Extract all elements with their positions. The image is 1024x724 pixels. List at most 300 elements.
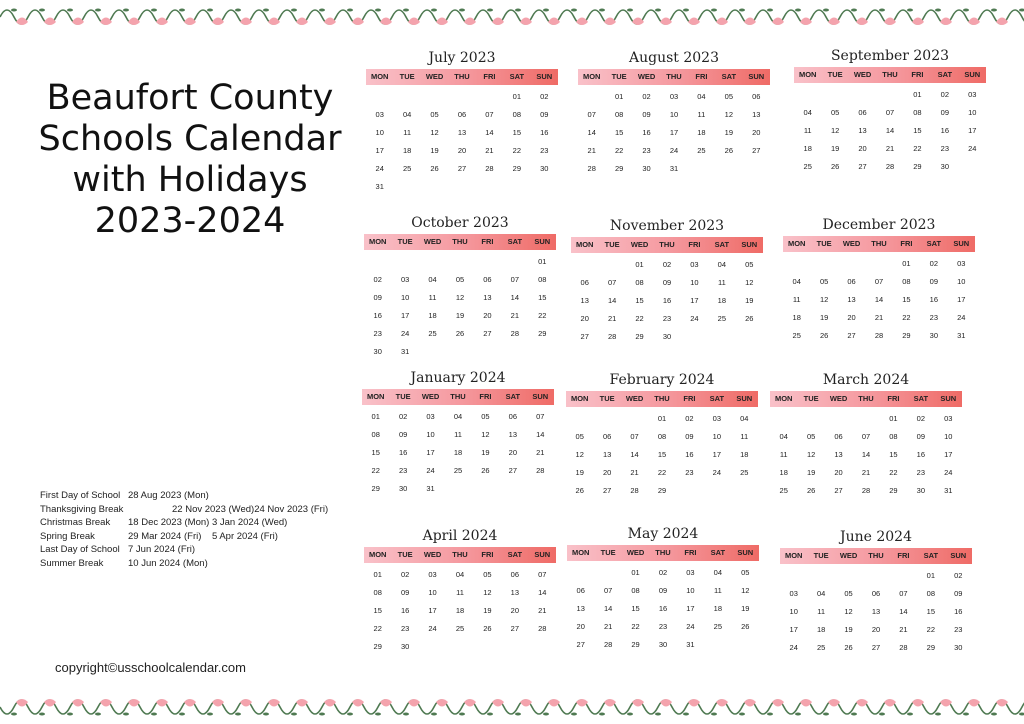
weekday-label: THU (882, 70, 898, 79)
empty-cell (364, 253, 391, 271)
leaf-icon (95, 713, 101, 716)
leaf-icon (431, 9, 437, 12)
day-cell: 31 (375, 182, 384, 191)
day-cell: 26 (741, 622, 750, 631)
flower-icon (324, 18, 336, 26)
holiday-date: 10 Jun 2024 (Mon) (128, 557, 208, 569)
day-cell: 17 (426, 448, 435, 457)
day-cell: 21 (885, 144, 895, 153)
empty-cell (594, 564, 621, 582)
day-cell: 17 (428, 606, 437, 615)
day-cell: 18 (717, 296, 727, 305)
flower-icon (268, 18, 280, 26)
weekday-label: TUE (395, 392, 411, 401)
flower-icon (744, 18, 756, 26)
day-cell: 05 (455, 275, 465, 284)
empty-cell (890, 567, 917, 585)
weekday-label: SUN (964, 70, 981, 79)
day-cell: 03 (957, 259, 966, 268)
vine-line (0, 700, 1024, 714)
day-cell: 16 (916, 450, 926, 459)
day-cell: 07 (485, 110, 494, 119)
flower-icon (968, 18, 980, 26)
day-cell: 19 (483, 606, 492, 615)
leaf-icon (879, 9, 885, 12)
month-title: July 2023 (428, 50, 496, 66)
weekday-label: SUN (950, 551, 967, 560)
weekday-label: MON (575, 240, 594, 249)
day-cell: 21 (603, 622, 613, 631)
day-cell: 23 (373, 329, 382, 338)
day-cell: 04 (402, 110, 412, 119)
empty-cell (571, 256, 598, 274)
day-cell: 22 (657, 468, 667, 477)
weekday-label: SAT (721, 72, 737, 81)
day-cell: 07 (536, 412, 545, 421)
day-cell: 20 (871, 625, 881, 634)
holiday-label: Thanksgiving Break (40, 503, 124, 515)
day-cell: 16 (373, 311, 382, 320)
copyright-text: copyright©usschoolcalendar.com (55, 660, 246, 675)
day-cell: 10 (400, 293, 410, 302)
day-cell: 03 (712, 414, 722, 423)
day-cell: 24 (400, 329, 410, 338)
day-cell: 02 (685, 414, 694, 423)
day-cell: 08 (913, 108, 922, 117)
empty-cell (421, 88, 448, 106)
day-cell: 20 (834, 468, 843, 477)
day-cell: 07 (899, 589, 908, 598)
day-cell: 10 (968, 108, 977, 117)
day-cell: 03 (690, 260, 699, 269)
day-cell: 05 (819, 277, 829, 286)
leaf-icon (431, 713, 437, 716)
day-cell: 24 (957, 313, 966, 322)
flower-icon (184, 18, 196, 26)
flower-icon (576, 18, 588, 26)
day-cell: 08 (902, 277, 911, 286)
day-cell: 16 (954, 607, 963, 616)
day-cell: 25 (779, 486, 788, 495)
day-grid (794, 86, 986, 176)
flower-icon (884, 18, 896, 26)
vine-line (0, 10, 1024, 24)
day-cell: 13 (871, 607, 881, 616)
weekday-label: FRI (479, 392, 492, 401)
day-grid (566, 410, 758, 500)
day-cell: 29 (631, 640, 640, 649)
day-cell: 15 (902, 295, 911, 304)
leaf-icon (95, 9, 101, 12)
day-cell: 18 (402, 146, 412, 155)
day-cell: 31 (686, 640, 695, 649)
holiday-label: Last Day of School (40, 544, 120, 556)
day-cell: 22 (889, 468, 898, 477)
day-cell: 01 (371, 412, 380, 421)
flower-icon (800, 18, 812, 26)
day-cell: 26 (830, 162, 840, 171)
day-cell: 02 (662, 260, 672, 269)
leaf-icon (795, 713, 801, 716)
day-cell: 29 (926, 643, 936, 652)
day-cell: 22 (373, 624, 382, 633)
flower-icon (128, 699, 140, 707)
leaf-icon (935, 713, 941, 716)
day-grid (780, 567, 972, 657)
leaf-icon (515, 9, 521, 12)
day-cell: 03 (426, 412, 435, 421)
day-cell: 29 (635, 332, 644, 341)
day-cell: 30 (662, 332, 672, 341)
day-cell: 04 (779, 432, 788, 441)
day-cell: 29 (512, 164, 522, 173)
flower-icon (296, 18, 308, 26)
day-cell: 04 (697, 92, 706, 101)
day-cell: 16 (398, 448, 408, 457)
flower-icon (996, 699, 1008, 707)
leaf-icon (963, 9, 969, 12)
weekday-label: MON (774, 394, 793, 403)
day-cell: 11 (779, 450, 788, 459)
empty-cell (770, 410, 797, 428)
day-cell: 01 (512, 92, 522, 101)
month-title: October 2023 (411, 215, 509, 231)
day-cell: 12 (819, 295, 829, 304)
day-cell: 30 (916, 486, 926, 495)
flower-icon (100, 699, 112, 707)
day-cell: 27 (602, 486, 612, 495)
weekday-header (566, 391, 758, 407)
month-title: September 2023 (830, 48, 950, 64)
day-cell: 08 (373, 588, 382, 597)
day-cell: 23 (662, 314, 672, 323)
flower-icon (828, 18, 840, 26)
day-cell: 05 (724, 92, 734, 101)
weekday-label: THU (666, 72, 682, 81)
day-cell: 21 (485, 146, 494, 155)
flower-icon (44, 18, 56, 26)
leaf-icon (403, 713, 409, 716)
empty-cell (393, 88, 420, 106)
day-cell: 13 (580, 296, 589, 305)
day-cell: 01 (889, 414, 898, 423)
flower-icon (800, 699, 812, 707)
leaf-icon (123, 9, 129, 12)
day-cell: 04 (453, 412, 463, 421)
leaf-icon (39, 713, 45, 716)
empty-cell (849, 86, 876, 104)
day-cell: 09 (954, 589, 963, 598)
day-cell: 09 (662, 278, 672, 287)
day-cell: 09 (540, 110, 549, 119)
weekday-label: TUE (599, 394, 615, 403)
day-cell: 05 (481, 412, 490, 421)
leaf-icon (179, 9, 185, 12)
weekday-label: SAT (509, 72, 525, 81)
day-cell: 23 (642, 146, 651, 155)
flower-icon (968, 699, 980, 707)
day-cell: 23 (954, 625, 963, 634)
day-cell: 21 (607, 314, 617, 323)
leaf-icon (683, 713, 689, 716)
day-cell: 14 (538, 588, 547, 597)
day-cell: 31 (400, 347, 410, 356)
day-cell: 14 (510, 293, 520, 302)
day-cell: 11 (456, 588, 464, 597)
day-cell: 14 (536, 430, 545, 439)
day-cell: 06 (508, 412, 518, 421)
day-cell: 23 (540, 146, 549, 155)
leaf-icon (235, 713, 241, 716)
day-cell: 17 (400, 311, 410, 320)
day-cell: 05 (575, 432, 584, 441)
day-cell: 19 (745, 296, 754, 305)
day-cell: 21 (899, 625, 908, 634)
flower-icon (16, 18, 28, 26)
day-cell: 17 (789, 625, 798, 634)
day-cell: 12 (741, 586, 750, 595)
day-cell: 19 (819, 313, 829, 322)
leaf-icon (711, 713, 717, 716)
weekday-label: FRI (483, 72, 496, 81)
flower-icon (940, 18, 952, 26)
day-cell: 04 (740, 414, 749, 423)
day-cell: 19 (724, 128, 734, 137)
weekday-label: THU (452, 237, 468, 246)
day-cell: 16 (662, 296, 672, 305)
weekday-label: THU (871, 239, 887, 248)
day-cell: 06 (834, 432, 843, 441)
month-calendar (571, 216, 763, 346)
leaf-icon (207, 713, 213, 716)
weekday-label: MON (798, 70, 817, 79)
floral-border-bottom (0, 690, 1024, 724)
title-line: Beaufort County (46, 78, 334, 118)
weekday-label: TUE (399, 72, 415, 81)
day-cell: 11 (817, 607, 826, 616)
day-cell: 26 (745, 314, 754, 323)
day-cell: 28 (510, 329, 520, 338)
day-cell: 15 (657, 450, 667, 459)
day-cell: 16 (540, 128, 549, 137)
day-cell: 12 (724, 110, 734, 119)
month-title: June 2024 (839, 529, 912, 545)
empty-cell (621, 410, 648, 428)
weekday-label: MON (571, 548, 590, 557)
empty-cell (825, 410, 852, 428)
day-cell: 08 (631, 586, 640, 595)
day-cell: 10 (944, 432, 953, 441)
leaf-icon (151, 713, 157, 716)
leaf-icon (319, 713, 325, 716)
day-cell: 24 (690, 314, 699, 323)
day-cell: 09 (373, 293, 382, 302)
weekday-label: FRI (683, 394, 696, 403)
day-cell: 15 (913, 126, 922, 135)
leaf-icon (795, 9, 801, 12)
weekday-header (364, 547, 556, 563)
day-cell: 02 (916, 414, 926, 423)
day-cell: 07 (587, 110, 596, 119)
day-cell: 22 (926, 625, 936, 634)
day-cell: 29 (538, 329, 547, 338)
day-cell: 19 (844, 625, 853, 634)
leaf-icon (571, 9, 577, 12)
day-cell: 06 (483, 275, 492, 284)
leaf-icon (263, 713, 269, 716)
month-calendar (364, 526, 556, 656)
day-cell: 31 (957, 331, 966, 340)
leaf-icon (655, 713, 661, 716)
flower-icon (212, 18, 224, 26)
day-cell: 21 (861, 468, 871, 477)
day-cell: 29 (889, 486, 898, 495)
day-cell: 09 (658, 586, 668, 595)
day-cell: 13 (508, 430, 518, 439)
day-cell: 03 (789, 589, 798, 598)
leaf-icon (235, 9, 241, 12)
weekday-label: WED (839, 551, 858, 560)
weekday-label: MON (784, 551, 803, 560)
day-cell: 04 (713, 568, 723, 577)
weekday-label: MON (582, 72, 601, 81)
weekday-label: MON (368, 550, 387, 559)
day-cell: 11 (403, 128, 412, 137)
day-cell: 09 (940, 108, 950, 117)
day-cell: 11 (713, 586, 722, 595)
leaf-icon (767, 713, 773, 716)
flower-icon (100, 18, 112, 26)
flower-icon (716, 699, 728, 707)
day-cell: 11 (717, 278, 726, 287)
empty-cell (598, 256, 625, 274)
weekday-header (366, 69, 558, 85)
leaf-icon (459, 713, 465, 716)
leaf-icon (711, 9, 717, 12)
weekday-label: SAT (926, 239, 942, 248)
weekday-label: SAT (507, 237, 523, 246)
flower-icon (632, 18, 644, 26)
weekday-label: SUN (536, 72, 553, 81)
empty-cell (566, 410, 593, 428)
day-cell: 17 (686, 604, 695, 613)
leaf-icon (11, 9, 17, 12)
day-cell: 28 (861, 486, 871, 495)
day-cell: 30 (373, 347, 382, 356)
flower-icon (688, 18, 700, 26)
leaf-icon (543, 9, 549, 12)
day-cell: 05 (844, 589, 853, 598)
day-cell: 27 (508, 466, 518, 475)
flower-icon (940, 699, 952, 707)
weekday-label: TUE (600, 548, 616, 557)
day-cell: 15 (538, 293, 547, 302)
flower-icon (716, 18, 728, 26)
day-cell: 15 (889, 450, 898, 459)
day-cell: 06 (457, 110, 467, 119)
flower-icon (884, 699, 896, 707)
month-calendar (366, 48, 558, 196)
day-cell: 25 (792, 331, 801, 340)
day-cell: 24 (669, 146, 679, 155)
day-cell: 26 (724, 146, 734, 155)
day-cell: 25 (803, 162, 812, 171)
day-cell: 16 (400, 606, 410, 615)
weekday-label: WED (425, 72, 444, 81)
day-cell: 07 (630, 432, 639, 441)
day-cell: 04 (428, 275, 437, 284)
month-title: April 2024 (422, 528, 498, 544)
flower-icon (632, 699, 644, 707)
day-cell: 19 (741, 604, 750, 613)
weekday-label: FRI (897, 551, 910, 560)
day-cell: 18 (803, 144, 812, 153)
weekday-label: SUN (532, 392, 549, 401)
month-title: August 2023 (629, 50, 719, 66)
day-cell: 05 (806, 432, 816, 441)
day-cell: 14 (485, 128, 494, 137)
flower-icon (352, 699, 364, 707)
flower-icon (240, 699, 252, 707)
day-grid (362, 408, 554, 498)
day-cell: 14 (607, 296, 617, 305)
weekday-label: THU (654, 394, 670, 403)
day-cell: 23 (400, 624, 410, 633)
day-cell: 30 (642, 164, 651, 173)
day-cell: 10 (686, 586, 695, 595)
day-cell: 14 (874, 295, 884, 304)
day-cell: 07 (861, 432, 871, 441)
leaf-icon (347, 713, 353, 716)
weekday-label: WED (625, 394, 644, 403)
day-cell: 28 (485, 164, 494, 173)
weekday-label: TUE (813, 551, 829, 560)
leaf-icon (291, 9, 297, 12)
holiday-date: 7 Jun 2024 (Fri) (128, 544, 196, 556)
day-cell: 21 (587, 146, 596, 155)
holiday-label: Summer Break (40, 557, 104, 569)
day-cell: 17 (968, 126, 977, 135)
day-cell: 20 (576, 622, 585, 631)
flower-icon (576, 699, 588, 707)
day-cell: 12 (430, 128, 439, 137)
flower-icon (912, 18, 924, 26)
leaf-icon (907, 713, 913, 716)
day-cell: 02 (373, 275, 382, 284)
day-cell: 01 (631, 568, 640, 577)
day-cell: 22 (512, 146, 522, 155)
day-cell: 07 (510, 275, 520, 284)
day-cell: 05 (745, 260, 754, 269)
empty-cell (578, 88, 605, 106)
leaf-icon (627, 9, 633, 12)
month-title: May 2024 (627, 526, 699, 542)
day-cell: 29 (657, 486, 667, 495)
day-cell: 08 (926, 589, 936, 598)
empty-cell (366, 88, 393, 106)
weekday-label: MON (368, 237, 387, 246)
day-cell: 30 (398, 484, 408, 493)
flower-icon (128, 18, 140, 26)
day-cell: 16 (658, 604, 668, 613)
day-cell: 27 (483, 329, 492, 338)
flower-icon (184, 699, 196, 707)
month-calendar (567, 524, 759, 654)
day-cell: 07 (538, 570, 547, 579)
day-cell: 25 (453, 466, 463, 475)
holiday-date: 22 Nov 2023 (Wed)24 Nov 2023 (Fri) (172, 503, 329, 515)
day-cell: 01 (614, 92, 624, 101)
